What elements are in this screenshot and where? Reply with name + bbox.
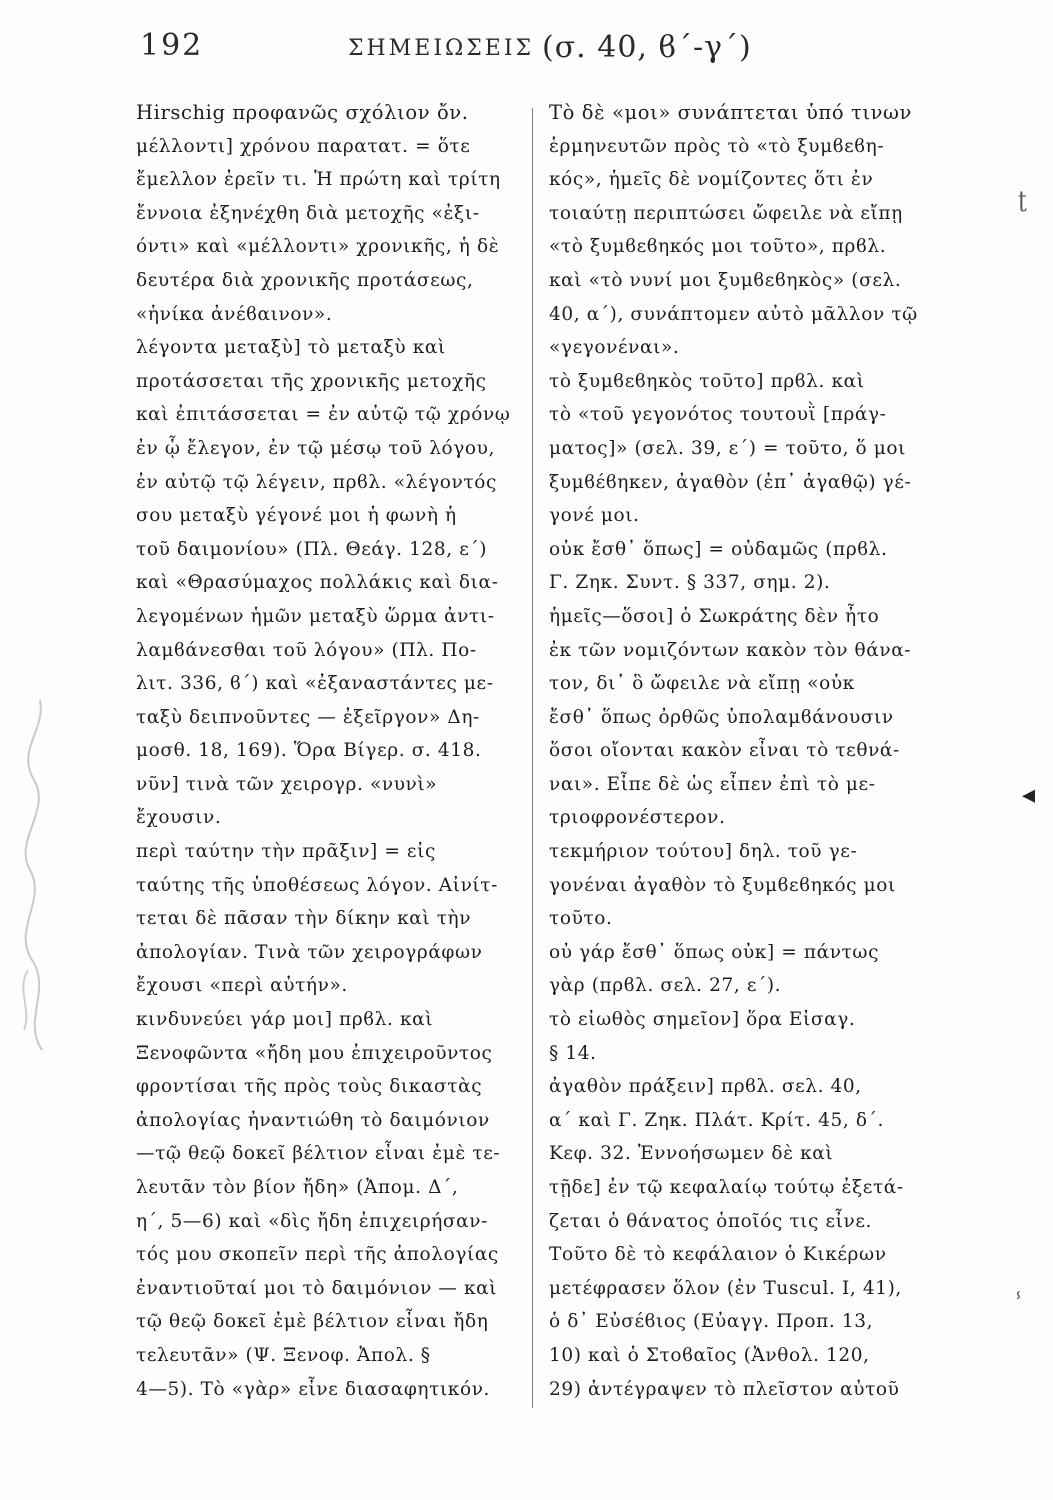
text-line: ἐν ᾧ ἔλεγον, ἐν τῷ μέσῳ τοῦ λόγου, bbox=[136, 437, 496, 459]
text-line: τοιαύτῃ περιπτώσει ὤφειλε νὰ εἴπῃ bbox=[549, 202, 903, 224]
text-line: τον, δι᾽ ὃ ὤφειλε νὰ εἴπῃ «οὐκ bbox=[549, 673, 855, 695]
text-line: τοῦτο. bbox=[549, 908, 613, 930]
text-line: τριοφρονέστερον. bbox=[549, 807, 726, 829]
text-line: Hirschig προφανῶς σχόλιον ὄν. bbox=[136, 101, 469, 124]
text-line: σου μεταξὺ γέγονέ μοι ἡ φωνὴ ἡ bbox=[136, 505, 457, 527]
text-line: ἔχουσι «περὶ αὐτήν». bbox=[136, 975, 348, 997]
text-line: ταξὺ δειπνοῦντες — ἐξεῖργον» Δη- bbox=[136, 706, 480, 728]
text-line: τῷ θεῷ δοκεῖ ἐμὲ βέλτιον εἶναι ἤδη bbox=[136, 1311, 489, 1333]
text-line: ζεται ὁ θάνατος ὁποῖός τις εἶνε. bbox=[549, 1210, 873, 1232]
text-line: όντι» καὶ «μέλλοντι» χρονικῆς, ἡ δὲ bbox=[136, 236, 500, 258]
text-line: καὶ «τὸ νυνί μοι ξυμϐεϐηκὸς» (σελ. bbox=[549, 269, 902, 291]
text-line: § 14. bbox=[549, 1042, 597, 1064]
text-line: καὶ ἐπιτάσσεται = ἐν αὐτῷ τῷ χρόνῳ bbox=[136, 404, 511, 426]
left-column bbox=[136, 96, 520, 1406]
text-line: ὁ δ᾽ Εὐσέϐιος (Εὐαγγ. Προπ. 13, bbox=[549, 1311, 874, 1333]
text-line: ἐκ τῶν νομιζόντων κακὸν τὸν θάνα- bbox=[549, 639, 912, 661]
text-line: ἔχουσιν. bbox=[136, 807, 222, 829]
text-line: τὸ ξυμϐεϐηκὸς τοῦτο] πρϐλ. καὶ bbox=[549, 370, 865, 392]
text-line: Κεφ. 32. Ἐννοήσωμεν δὲ καὶ bbox=[549, 1143, 834, 1165]
text-line: 10) καὶ ὁ Στοϐαῖος (Ἀνθολ. 120, bbox=[549, 1344, 870, 1366]
text-line: λέγοντα μεταξὺ] τὸ μεταξὺ καὶ bbox=[136, 337, 446, 359]
text-line: ἀγαθὸν πράξειν] πρϐλ. σελ. 40, bbox=[549, 1076, 862, 1098]
margin-signature bbox=[2, 690, 72, 1070]
text-line: ταύτης τῆς ὑποθέσεως λόγον. Αἰνίτ- bbox=[136, 874, 498, 896]
text-line: κινδυνεύει γάρ μοι] πρϐλ. καὶ bbox=[136, 1009, 434, 1031]
text-line: Τοῦτο δὲ τὸ κεφάλαιον ὁ Κικέρων bbox=[549, 1244, 887, 1266]
text-line: ματος]» (σελ. 39, ε΄) = τοῦτο, ὅ μοι bbox=[549, 437, 906, 459]
text-line: προτάσσεται τῆς χρονικῆς μετοχῆς bbox=[136, 370, 487, 392]
margin-arrow-mark: ◂ bbox=[1022, 780, 1036, 810]
text-line: «τὸ ξυμϐεϐηκός μοι τοῦτο», πρϐλ. bbox=[549, 236, 887, 258]
running-head: ΣΗΜΕΙΩΣΕΙΣ bbox=[348, 36, 535, 61]
text-line: τεται δὲ πᾶσαν τὴν δίκην καὶ τὴν bbox=[136, 908, 472, 930]
text-line: Ξενοφῶντα «ἤδη μου ἐπιχειροῦντος bbox=[136, 1042, 493, 1064]
text-line: ἡμεῖς—ὅσοι] ὁ Σωκράτης δὲν ἦτο bbox=[549, 605, 880, 627]
text-line: ναι». Εἶπε δὲ ὡς εἶπεν ἐπὶ τὸ με- bbox=[549, 773, 876, 795]
text-line: δευτέρα διὰ χρονικῆς προτάσεως, bbox=[136, 269, 474, 291]
text-line: περὶ ταύτην τὴν πρᾶξιν] = εἰς bbox=[136, 841, 436, 863]
text-line: τοῦ δαιμονίου» (Πλ. Θεάγ. 128, ε΄) bbox=[136, 538, 488, 560]
text-line: τελευτᾶν» (Ψ. Ξενοφ. Ἀπολ. § bbox=[136, 1344, 431, 1366]
text-line: γονέναι ἀγαθὸν τὸ ξυμϐεϐηκός μοι bbox=[549, 874, 896, 896]
text-line: 4—5). Τὸ «γὰρ» εἶνε διασαφητικόν. bbox=[136, 1378, 491, 1400]
text-line: ἀπολογίαν. Τινὰ τῶν χειρογράφων bbox=[136, 941, 483, 963]
margin-small-mark: ⸯ bbox=[1012, 1294, 1025, 1319]
text-line: μοσθ. 18, 169). Ὅρα Βίγερ. σ. 418. bbox=[136, 740, 482, 762]
text-line: οὐκ ἔσθ᾽ ὅπως] = οὐδαμῶς (πρϐλ. bbox=[549, 538, 888, 560]
page-header bbox=[140, 22, 960, 82]
text-line: ἔννοια ἐξηνέχθη διὰ μετοχῆς «ἐξι- bbox=[136, 202, 480, 224]
text-line: «γεγονέναι». bbox=[549, 337, 680, 359]
text-line: ἀπολογίας ἠναντιώθη τὸ δαιμόνιον bbox=[136, 1109, 490, 1131]
text-line: «ἡνίκα ἀνέϐαινον». bbox=[136, 303, 333, 325]
text-line: —τῷ θεῷ δοκεῖ βέλτιον εἶναι ἐμὲ τε- bbox=[136, 1143, 501, 1165]
text-line: α΄ καὶ Γ. Ζηκ. Πλάτ. Κρίτ. 45, δ΄. bbox=[549, 1109, 884, 1131]
text-line: ξυμϐέϐηκεν, ἀγαθὸν (ἐπ᾽ ἀγαθῷ) γέ- bbox=[549, 471, 912, 493]
running-reference: (σ. 40, ϐ΄-γ΄) bbox=[542, 30, 752, 65]
text-line: μέλλοντι] χρόνου παρατατ. = ὅτε bbox=[136, 135, 471, 157]
text-line: φροντίσαι τῆς πρὸς τοὺς δικαστὰς bbox=[136, 1076, 483, 1098]
text-line: ἐναντιοῦταί μοι τὸ δαιμόνιον — καὶ bbox=[136, 1277, 498, 1299]
text-line: οὐ γάρ ἔσθ᾽ ὅπως οὐκ] = πάντως bbox=[549, 941, 880, 963]
text-line: γονέ μοι. bbox=[549, 505, 640, 527]
right-column bbox=[549, 96, 939, 1406]
text-line: γὰρ (πρϐλ. σελ. 27, ε΄). bbox=[549, 975, 782, 997]
text-line: Τὸ δὲ «μοι» συνάπτεται ὑπό τινων bbox=[549, 101, 913, 124]
text-line: τὸ εἰωθὸς σημεῖον] ὅρα Εἰσαγ. bbox=[549, 1009, 856, 1031]
text-line: κός», ἡμεῖς δὲ νομίζοντες ὅτι ἐν bbox=[549, 169, 874, 191]
text-line: λευτᾶν τὸν βίον ἤδη» (Ἀπομ. Δ΄, bbox=[136, 1177, 459, 1198]
text-line: τῇδε] ἐν τῷ κεφαλαίῳ τούτῳ ἐξετά- bbox=[549, 1177, 904, 1198]
text-line: 40, α΄), συνάπτομεν αὐτὸ μᾶλλον τῷ bbox=[549, 303, 918, 325]
text-line: λαμϐάνεσθαι τοῦ λόγου» (Πλ. Πο- bbox=[136, 639, 477, 661]
column-divider bbox=[532, 108, 533, 1408]
text-line: ἑρμηνευτῶν πρὸς τὸ «τὸ ξυμϐεϐη- bbox=[549, 135, 885, 157]
text-line: λεγομένων ἡμῶν μεταξὺ ὥρμα ἀντι- bbox=[136, 605, 495, 627]
text-line: Γ. Ζηκ. Συντ. § 337, σημ. 2). bbox=[549, 572, 831, 594]
text-line: 29) ἀντέγραψεν τὸ πλεῖστον αὐτοῦ bbox=[549, 1378, 900, 1400]
text-line: ἔσθ᾽ ὅπως ὀρθῶς ὑπολαμϐάνουσιν bbox=[549, 706, 894, 728]
text-line: νῦν] τινὰ τῶν χειρογρ. «νυνὶ» bbox=[136, 773, 438, 795]
signature-scribble-icon bbox=[2, 690, 72, 1070]
text-line: καὶ «Θρασύμαχος πολλάκις καὶ δια- bbox=[136, 572, 499, 594]
text-line: τός μου σκοπεῖν περὶ τῆς ἀπολογίας bbox=[136, 1244, 499, 1266]
page-number: 192 bbox=[140, 28, 204, 63]
text-line: ἔμελλον ἐρεῖν τι. Ἡ πρώτη καὶ τρίτη bbox=[136, 169, 501, 191]
margin-tick-mark: ʈ bbox=[1018, 188, 1027, 213]
text-line: λιτ. 336, ϐ΄) καὶ «ἐξαναστάντες με- bbox=[136, 673, 494, 695]
text-line: τεκμήριον τούτου] δηλ. τοῦ γε- bbox=[549, 841, 858, 863]
text-line: ἐν αὐτῷ τῷ λέγειν, πρϐλ. «λέγοντός bbox=[136, 471, 497, 493]
text-line: τὸ «τοῦ γεγονότος τουτουῒ [πράγ- bbox=[549, 404, 887, 426]
text-line: μετέφρασεν ὅλον (ἐν Tuscul. I, 41), bbox=[549, 1277, 902, 1299]
text-line: η΄, 5—6) καὶ «δὶς ἤδη ἐπιχειρήσαν- bbox=[136, 1210, 488, 1232]
text-line: ὅσοι οἴονται κακὸν εἶναι τὸ τεθνά- bbox=[549, 740, 900, 762]
